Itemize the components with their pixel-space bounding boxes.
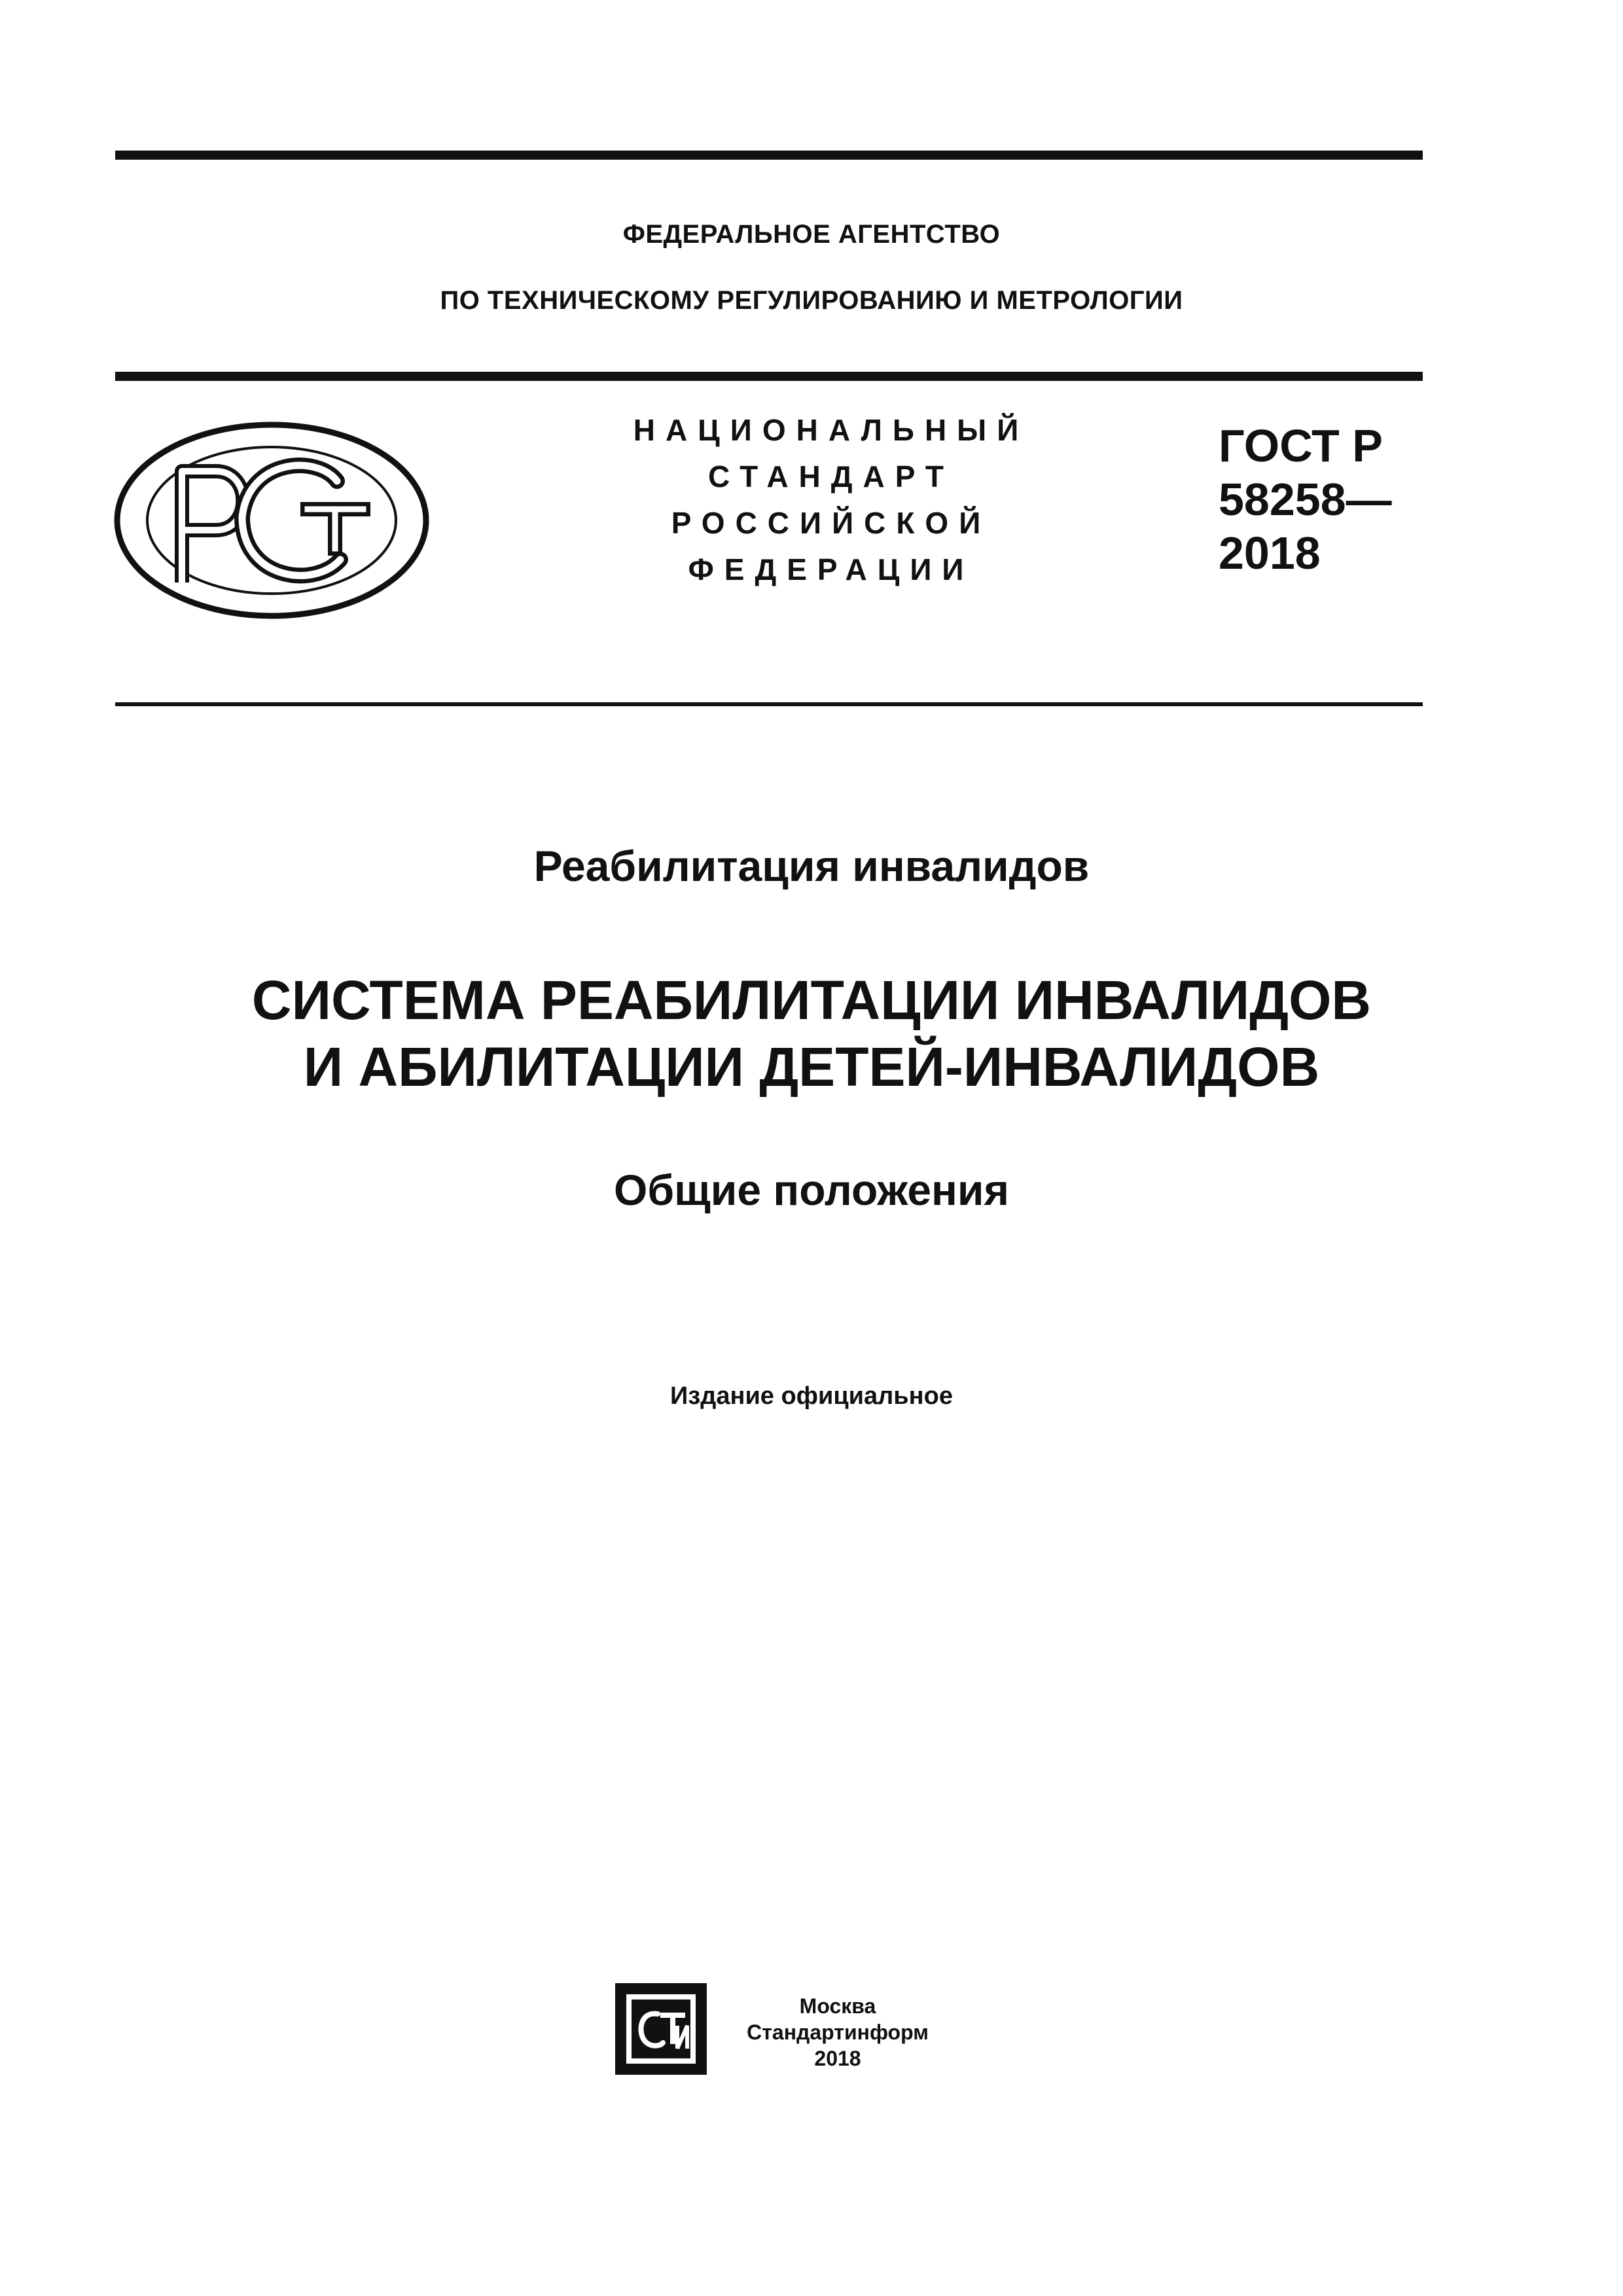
publisher-year: 2018 bbox=[814, 2047, 861, 2070]
publisher-city: Москва bbox=[799, 1994, 876, 2018]
national-line-4: ФЕДЕРАЦИИ bbox=[688, 552, 974, 586]
publisher-info bbox=[746, 1993, 929, 2072]
subtitle: Общие положения bbox=[613, 1166, 1010, 1214]
national-line-1: НАЦИОНАЛЬНЫЙ bbox=[633, 413, 1029, 447]
category-title: Реабилитация инвалидов bbox=[533, 842, 1090, 890]
national-line-2: СТАНДАРТ bbox=[708, 459, 954, 493]
standartinform-logo-icon bbox=[612, 1980, 710, 2078]
main-title-line-1: СИСТЕМА РЕАБИЛИТАЦИИ ИНВАЛИДОВ bbox=[251, 969, 1372, 1031]
edition-label: Издание официальное bbox=[670, 1382, 953, 1410]
header-rule bbox=[115, 702, 1423, 706]
agency-line-1: ФЕДЕРАЛЬНОЕ АГЕНТСТВО bbox=[622, 220, 1001, 249]
designation-line-3: 2018 bbox=[1219, 528, 1321, 579]
agency-line-2: ПО ТЕХНИЧЕСКОМУ РЕГУЛИРОВАНИЮ И МЕТРОЛОГИИ bbox=[440, 286, 1183, 315]
top-rule bbox=[115, 151, 1423, 160]
standard-designation bbox=[1219, 419, 1392, 580]
publisher-name: Стандартинформ bbox=[747, 2020, 929, 2044]
agency-rule bbox=[115, 372, 1423, 381]
main-title-line-2: И АБИЛИТАЦИИ ДЕТЕЙ-ИНВАЛИДОВ bbox=[303, 1036, 1320, 1098]
svg-text:РСТ: РСТ bbox=[111, 419, 113, 420]
svg-text:СТИ: СТИ bbox=[612, 1980, 614, 1981]
designation-line-2: 58258— bbox=[1219, 474, 1392, 525]
national-standard-label bbox=[576, 412, 1086, 598]
rst-logo-icon bbox=[111, 419, 432, 622]
national-line-3: РОССИЙСКОЙ bbox=[671, 506, 991, 540]
designation-line-1: ГОСТ Р bbox=[1219, 420, 1383, 471]
